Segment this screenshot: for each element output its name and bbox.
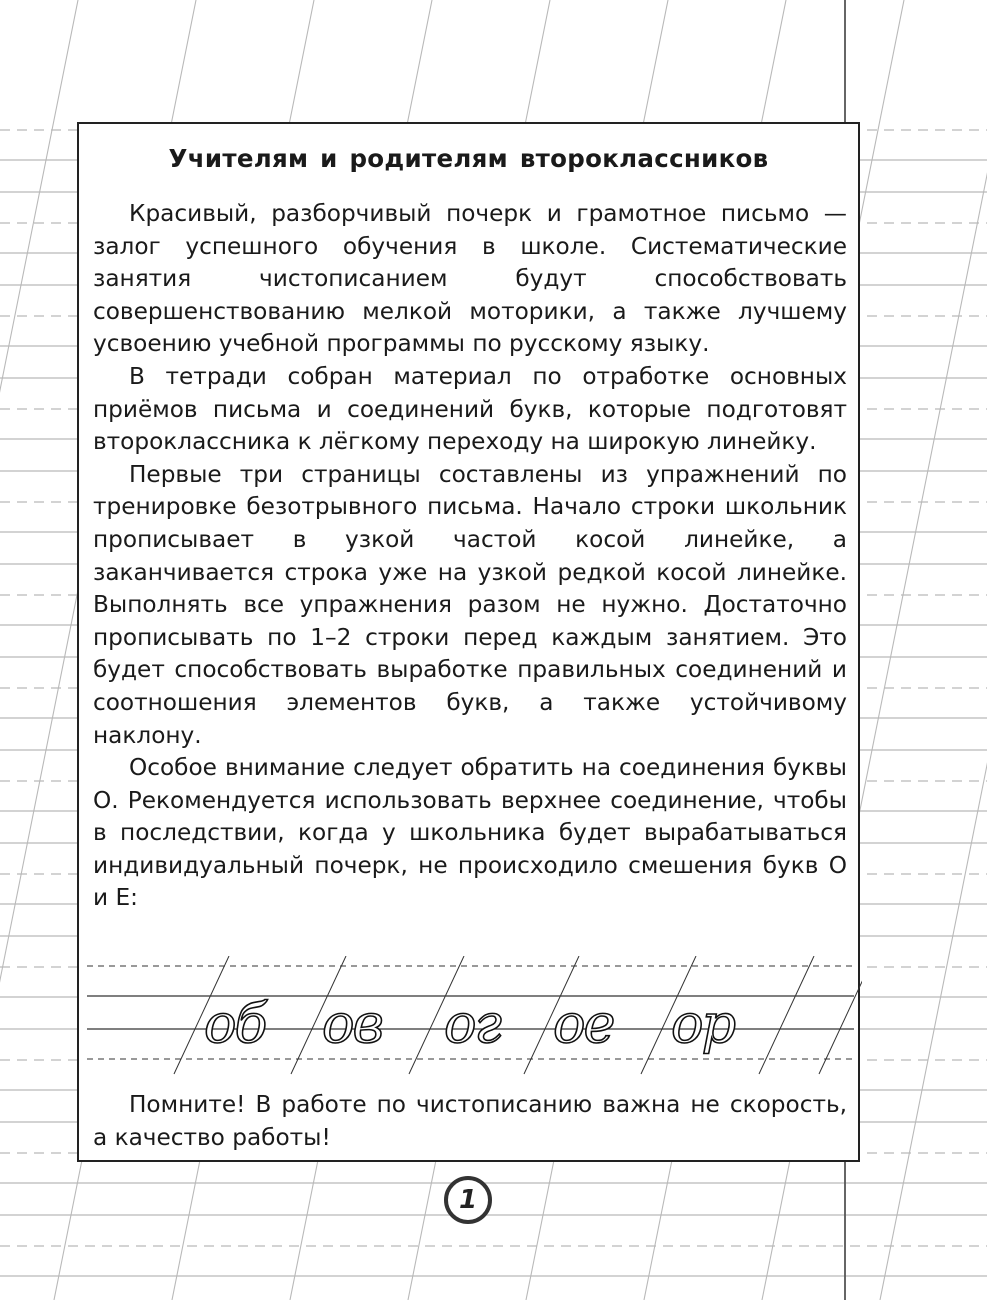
paragraph-4: Особое внимание следует обратить на соединения буквы О. Рекомендуется использовать верхнее соединение, чтобы в последствии, когда у школьника будет вырабатываться индивидуальный почерк, не происходило смешения букв О и Е: — [93, 754, 847, 912]
cursive-sample-og: ог — [444, 992, 500, 1055]
cursive-sample-ov: ов — [322, 992, 382, 1055]
paragraph-3: Первые три страницы составлены из упражнений по тренировке безотрывного письма. Начало строки школьник прописывает в узкой частой косой линейке, а заканчивается строка уже на узкой редкой косой линейке. Выполнять все упражнения разом не нужно. Достаточно прописывать по 1–2 строки перед каждым занятием. Это будет способствовать выработке правильных соединений и соотношения элементов букв, а также устойчивому наклону. — [93, 460, 847, 749]
instruction-card — [77, 122, 860, 1162]
cursive-sample-ob: об — [204, 992, 266, 1055]
ruling-line — [880, 0, 987, 1300]
page-number-badge — [444, 1176, 492, 1224]
paragraph-1: Красивый, разборчивый почерк и грамотное письмо — залог успешного обучения в школе. Систематические занятия чистописанием будут способствовать совершенствованию мелкой моторики, а также лучшему усвоению учебной программы по русскому языку. — [93, 200, 847, 358]
paragraph-2: В тетради собран материал по отработке основных приёмов письма и соединений букв, которые подготовят второклассника к лёгкому переходу на широкую линейку. — [93, 362, 847, 456]
cursive-sample-lines — [79, 956, 862, 1086]
cursive-sample-or: ор — [671, 992, 735, 1055]
page-title: Учителям и родителям второклассников — [168, 144, 769, 173]
page-number: 1 — [458, 1185, 478, 1215]
cursive-rule — [759, 956, 814, 1074]
cursive-rule — [819, 956, 862, 1074]
closing-reminder: Помните! В работе по чистописанию важна не скорость, а качество работы! — [93, 1091, 847, 1151]
cursive-sample-oe: ое — [553, 992, 614, 1055]
instruction-text — [93, 198, 847, 915]
